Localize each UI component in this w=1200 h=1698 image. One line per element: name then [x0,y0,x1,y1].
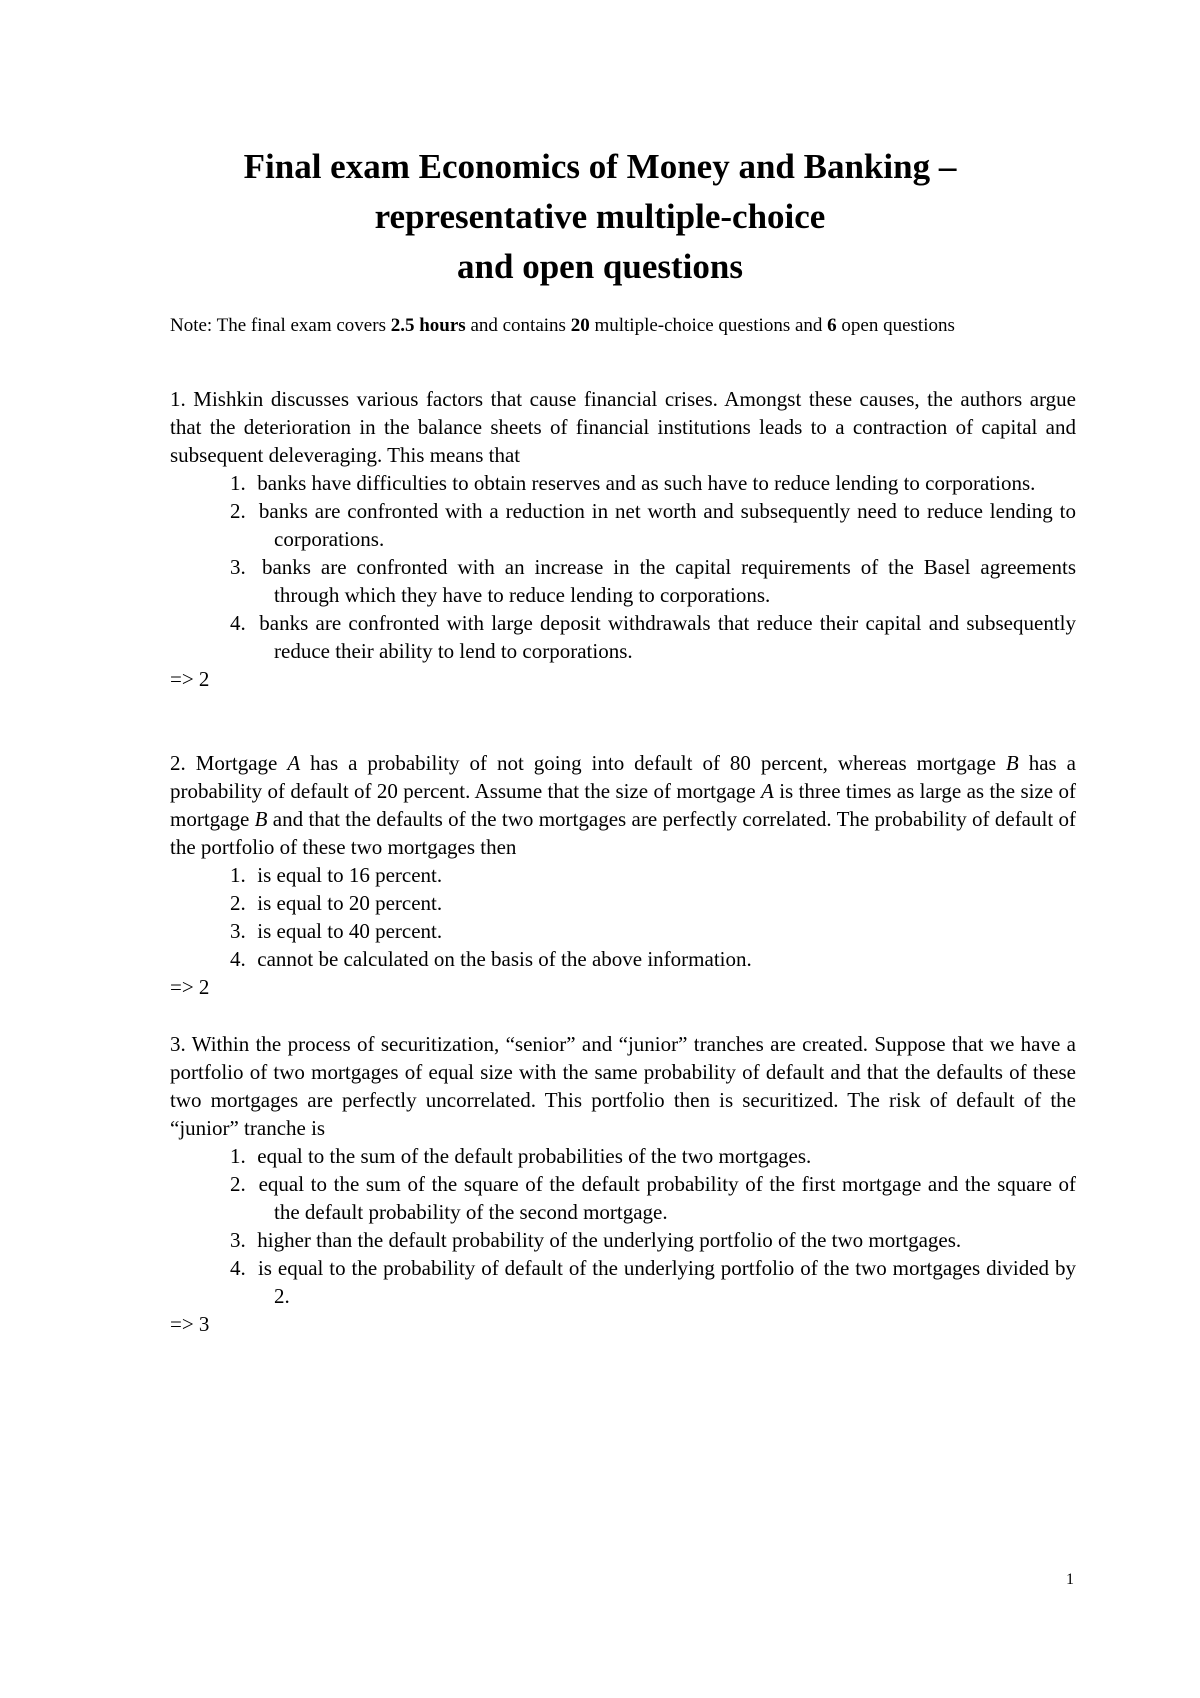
option-list [170,861,1076,973]
stem-text: and that the defaults of the two mortgages are perfectly correlated. The probability of default of the portfolio of these two mortgages then [170,807,1076,859]
option-number: 1. [230,863,246,887]
option-item [230,469,1076,497]
option-item [230,1226,1076,1254]
option-list [170,1142,1076,1310]
option-item [230,889,1076,917]
question-3 [170,1030,1076,1338]
option-number: 2. [230,1172,246,1196]
option-item [230,609,1076,665]
option-list [170,469,1076,665]
title-line: representative multiple-choice [374,197,826,236]
note-middle: and contains [465,315,571,336]
question-1 [170,385,1076,693]
note-middle: multiple-choice questions and [589,315,828,336]
answer-key: => 2 [170,975,210,999]
option-item [230,861,1076,889]
stem-text: 2. Mortgage [170,751,288,775]
note-suffix: open questions [836,315,955,336]
option-number: 1. [230,1144,246,1168]
option-item [230,1170,1076,1226]
question-2 [170,749,1076,1001]
title-line: Final exam Economics of Money and Banking – [243,147,957,186]
option-item [230,917,1076,945]
title-line: and open questions [457,247,743,286]
mortgage-b-label: B [254,807,268,831]
option-item [230,1254,1076,1310]
exam-note [170,312,1070,340]
answer-key: => 3 [170,1312,210,1336]
option-item [230,945,1076,973]
document-title [150,142,1050,292]
option-number: 2. [230,499,246,523]
option-text: is equal to 40 percent. [257,919,443,943]
question-stem: 3. Within the process of securitization, “senior” and “junior” tranches are created. Suppose that we have a portfolio of two mortgages of equal size with the same probability of default and that the defaults of these two mortgages are perfectly uncorrelated. This portfolio then is securitized. The risk of default of the “junior” tranche is [170,1032,1076,1140]
option-number: 1. [230,471,246,495]
option-item [230,1142,1076,1170]
option-text: is equal to the probability of default of the underlying portfolio of the two mortgages divided by 2. [257,1256,1076,1308]
note-prefix: Note: The final exam covers [170,315,391,336]
stem-text: is three times as large as the size of mortgage [170,779,1076,831]
mortgage-b-label: B [1005,751,1019,775]
option-text: equal to the sum of the default probabilities of the two mortgages. [257,1144,812,1168]
option-text: is equal to 16 percent. [257,863,443,887]
question-stem: 1. Mishkin discusses various factors that cause financial crises. Amongst these causes, the authors argue that the deterioration in the balance sheets of financial institutions leads to a contraction of capital and subsequent deleveraging. This means that [170,387,1076,467]
answer-key: => 2 [170,667,210,691]
note-duration: 2.5 hours [390,315,466,336]
option-number: 3. [230,919,246,943]
option-text: is equal to 20 percent. [257,891,443,915]
option-item [230,553,1076,609]
stem-text: has a probability of default of 20 percent. Assume that the size of mortgage [170,751,1076,803]
option-number: 2. [230,891,246,915]
page-number: 1 [1066,1571,1074,1588]
option-text: cannot be calculated on the basis of the above information. [257,947,752,971]
option-text: banks have difficulties to obtain reserves and as such have to reduce lending to corporations. [257,471,1036,495]
option-number: 3. [230,1228,246,1252]
option-number: 4. [230,611,246,635]
option-text: banks are confronted with an increase in the capital requirements of the Basel agreements through which they have to reduce lending to corporations. [261,555,1077,607]
option-number: 4. [230,947,246,971]
option-text: equal to the sum of the square of the default probability of the first mortgage and the square of the default probability of the second mortgage. [258,1172,1077,1224]
mortgage-a-label: A [287,751,301,775]
question-stem [170,749,1076,861]
note-open-count: 6 [827,315,837,336]
note-mc-count: 20 [570,315,590,336]
option-item [230,497,1076,553]
option-text: banks are confronted with a reduction in net worth and subsequently need to reduce lending to corporations. [258,499,1076,551]
stem-text: has a probability of not going into default of 80 percent, whereas mortgage [300,751,1006,775]
option-text: higher than the default probability of the underlying portfolio of the two mortgages. [257,1228,962,1252]
option-number: 4. [230,1256,246,1280]
mortgage-a-label: A [761,779,774,803]
option-number: 3. [230,555,246,579]
option-text: banks are confronted with large deposit withdrawals that reduce their capital and subsequently reduce their ability to lend to corporations. [259,611,1076,663]
